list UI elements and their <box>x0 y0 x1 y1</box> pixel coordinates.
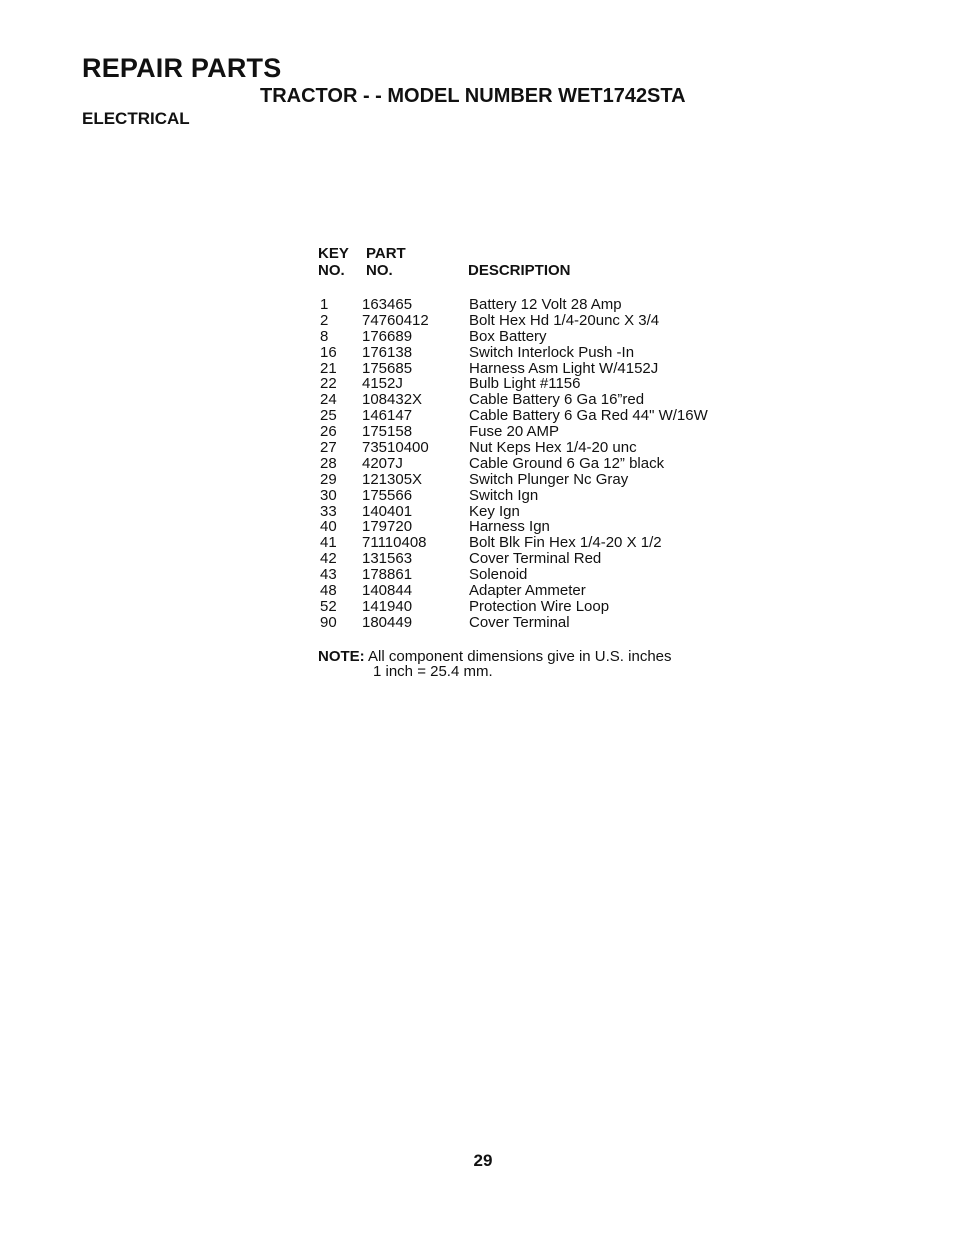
description: Battery 12 Volt 28 Amp <box>469 296 622 313</box>
note-conversion: 1 inch = 25.4 mm. <box>373 662 493 680</box>
description: Box Battery <box>469 327 547 345</box>
key-no: 33 <box>320 502 337 520</box>
description: Cable Battery 6 Ga Red 44" W/16W <box>469 407 708 425</box>
description: Nut Keps Hex 1/4-20 unc <box>469 439 637 457</box>
part-no: 180449 <box>362 613 413 631</box>
description: Switch Ign <box>469 486 539 504</box>
part-no: 73510400 <box>362 439 429 457</box>
part-no: 74760412 <box>362 311 429 329</box>
table-row <box>318 456 738 472</box>
description: Bolt Blk Fin Hex 1/4-20 X 1/2 <box>469 534 662 552</box>
section-title: ELECTRICAL <box>82 109 190 128</box>
key-no: 52 <box>320 597 337 615</box>
part-no: 175566 <box>362 486 413 504</box>
key-no: 30 <box>320 486 337 504</box>
parts-list <box>318 245 738 679</box>
key-no: 90 <box>320 613 337 631</box>
key-no: 26 <box>320 423 337 441</box>
part-no-header: PART NO. <box>366 245 406 279</box>
part-no: 146147 <box>362 407 413 425</box>
part-no: 176138 <box>362 343 413 361</box>
key-no: 43 <box>320 566 337 584</box>
key-no: 40 <box>320 518 337 536</box>
table-row <box>318 424 738 440</box>
part-no: 4207J <box>362 454 403 472</box>
part-no: 163465 <box>362 296 413 313</box>
part-no: 175685 <box>362 359 413 377</box>
part-no: 141940 <box>362 597 413 615</box>
key-no: 16 <box>320 343 337 361</box>
table-row <box>318 615 738 631</box>
description: Key Ign <box>469 502 520 520</box>
key-no: 27 <box>320 439 337 457</box>
table-row <box>318 519 738 535</box>
key-no: 29 <box>320 470 337 488</box>
parts-list-header <box>318 245 738 281</box>
model-title: TRACTOR - - MODEL NUMBER WET1742STA <box>260 85 686 107</box>
key-no: 21 <box>320 359 337 377</box>
description: Bolt Hex Hd 1/4-20unc X 3/4 <box>469 311 660 329</box>
table-row <box>318 472 738 488</box>
table-row <box>318 567 738 583</box>
table-row <box>318 551 738 567</box>
note-label: NOTE: <box>318 647 365 665</box>
table-row <box>318 313 738 329</box>
part-no: 71110408 <box>362 534 427 552</box>
key-no-header: KEY NO. <box>318 245 349 279</box>
description: Harness Ign <box>469 518 550 536</box>
description: Cable Ground 6 Ga 12” black <box>469 454 665 472</box>
part-no: 131563 <box>362 550 413 568</box>
part-no: 175158 <box>362 423 413 441</box>
description: Protection Wire Loop <box>469 597 610 615</box>
key-no: 8 <box>320 327 329 345</box>
key-no: 41 <box>320 534 337 552</box>
table-row <box>318 535 738 551</box>
part-no: 121305X <box>362 470 423 488</box>
part-no: 140401 <box>362 502 413 520</box>
note-text: All component dimensions give in U.S. inches <box>368 647 672 665</box>
key-no: 24 <box>320 391 337 409</box>
key-no: 22 <box>320 375 337 393</box>
table-row <box>318 488 738 504</box>
key-no: 48 <box>320 582 337 600</box>
table-row <box>318 361 738 377</box>
table-row <box>318 329 738 345</box>
description: Solenoid <box>469 566 528 584</box>
table-row <box>318 345 738 361</box>
part-no: 4152J <box>362 375 403 393</box>
part-no: 176689 <box>362 327 413 345</box>
key-no: 28 <box>320 454 337 472</box>
page-number: 29 <box>473 1151 493 1170</box>
description: Cover Terminal <box>469 613 570 631</box>
part-no: 179720 <box>362 518 413 536</box>
description: Cable Battery 6 Ga 16”red <box>469 391 645 409</box>
part-no: 140844 <box>362 582 413 600</box>
table-row <box>318 376 738 392</box>
parts-rows <box>318 297 738 631</box>
table-row <box>318 440 738 456</box>
key-no: 42 <box>320 550 337 568</box>
note <box>318 649 738 679</box>
table-row <box>318 297 738 313</box>
description: Harness Asm Light W/4152J <box>469 359 659 377</box>
table-row <box>318 408 738 424</box>
description: Fuse 20 AMP <box>469 423 560 441</box>
description: Bulb Light #1156 <box>469 375 581 393</box>
table-row <box>318 504 738 520</box>
key-no: 1 <box>320 296 329 313</box>
table-row <box>318 583 738 599</box>
description: Adapter Ammeter <box>469 582 586 600</box>
part-no: 108432X <box>362 391 423 409</box>
part-no: 178861 <box>362 566 413 584</box>
table-row <box>318 599 738 615</box>
table-row <box>318 392 738 408</box>
key-no: 25 <box>320 407 337 425</box>
page-title: REPAIR PARTS <box>82 53 282 83</box>
description: Switch Interlock Push -In <box>469 343 635 361</box>
description: Cover Terminal Red <box>469 550 602 568</box>
key-no: 2 <box>320 311 329 329</box>
description-header: DESCRIPTION <box>468 262 571 279</box>
description: Switch Plunger Nc Gray <box>469 470 629 488</box>
